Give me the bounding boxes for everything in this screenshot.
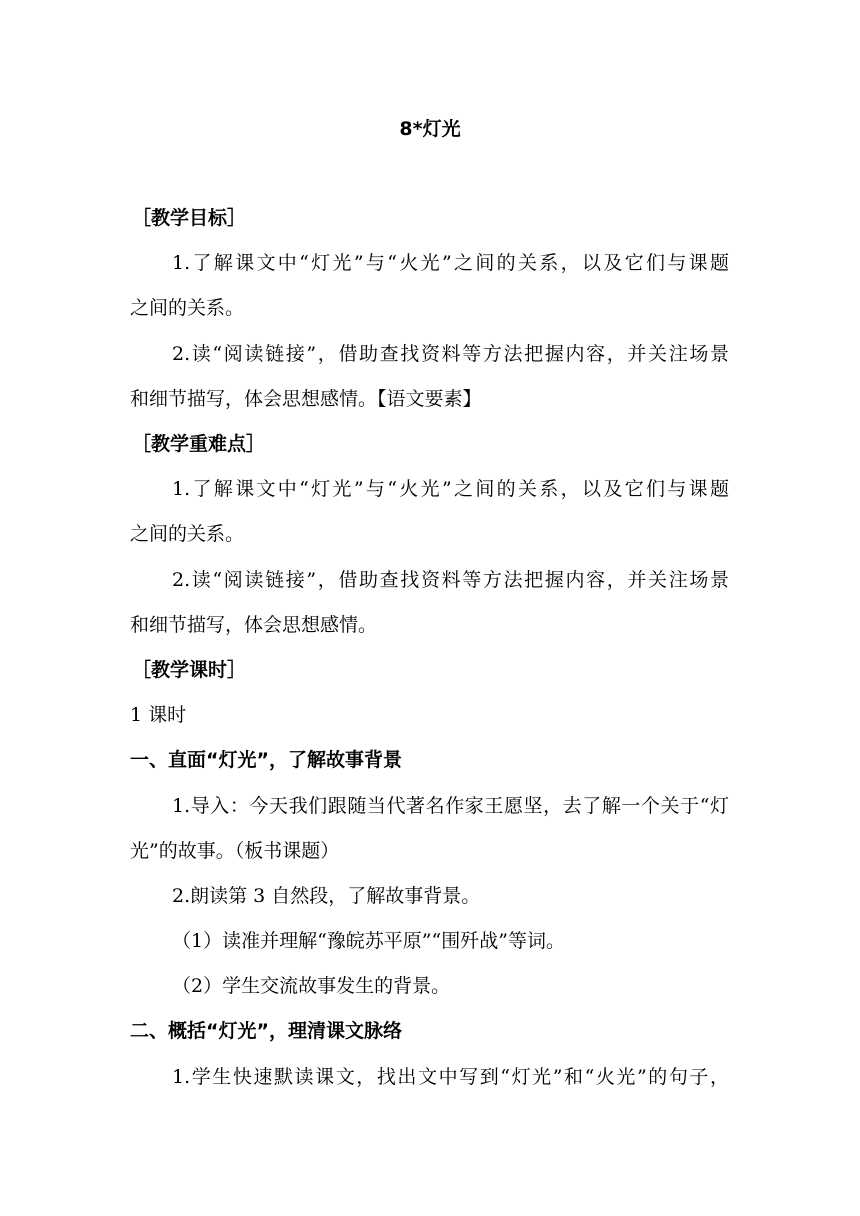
part-1-item-2-sub-1: （1）读准并理解“豫皖苏平原”“围歼战”等词。 <box>172 930 565 952</box>
key-2-line-2: 和细节描写，体会思想感情。 <box>130 614 378 636</box>
key-1-line-1: 1.了解课文中“灯光”与“火光”之间的关系，以及它们与课题 <box>172 478 729 500</box>
class-hours-heading: ［教学课时］ <box>132 659 247 681</box>
goal-2-line-2: 和细节描写，体会思想感情。【语文要素】 <box>130 388 482 410</box>
teaching-goals-heading: ［教学目标］ <box>132 207 247 229</box>
key-2-line-1: 2.读“阅读链接”，借助查找资料等方法把握内容，并关注场景 <box>172 569 729 591</box>
goal-2-line-1: 2.读“阅读链接”，借助查找资料等方法把握内容，并关注场景 <box>172 343 729 365</box>
key-1-line-2: 之间的关系。 <box>130 523 245 545</box>
document-title: 8*灯光 <box>399 118 461 140</box>
part-1-item-1-line-1: 1.导入：今天我们跟随当代著名作家王愿坚，去了解一个关于“灯 <box>172 795 729 817</box>
part-1-item-1-line-2: 光”的故事。（板书课题） <box>130 840 340 862</box>
part-1-item-2: 2.朗读第 3 自然段，了解故事背景。 <box>172 885 481 907</box>
class-hours-value: 1 课时 <box>130 704 187 726</box>
part-1-item-2-sub-2: （2）学生交流故事发生的背景。 <box>172 975 451 997</box>
part-2-heading: 二、概括“灯光”，理清课文脉络 <box>130 1020 402 1042</box>
part-1-heading: 一、直面“灯光”，了解故事背景 <box>130 749 402 771</box>
goal-1-line-1: 1.了解课文中“灯光”与“火光”之间的关系，以及它们与课题 <box>172 252 729 274</box>
goal-1-line-2: 之间的关系。 <box>130 297 245 319</box>
part-2-item-1-line-1: 1.学生快速默读课文，找出文中写到“灯光”和“火光”的句子， <box>172 1066 729 1088</box>
key-points-heading: ［教学重难点］ <box>132 433 266 455</box>
